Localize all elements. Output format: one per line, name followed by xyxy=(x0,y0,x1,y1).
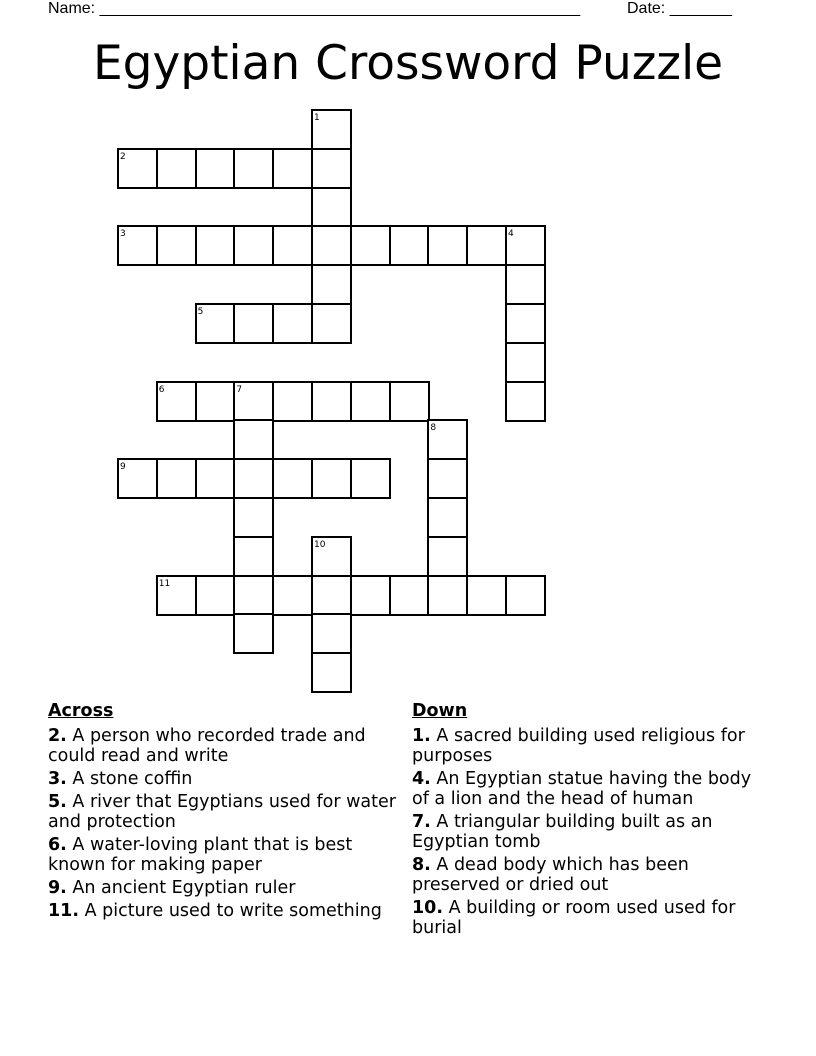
down-clue-list xyxy=(412,726,772,938)
clue-number: 1. xyxy=(412,726,431,746)
grid-clue-number: 10 xyxy=(314,539,326,550)
grid-clue-number: 6 xyxy=(158,384,165,395)
grid-cell[interactable] xyxy=(272,458,313,499)
grid-clue-number: 1 xyxy=(314,113,320,123)
clue-number: 10. xyxy=(412,898,444,918)
grid-cell[interactable] xyxy=(195,458,236,499)
clue-text: A triangular building built as an Egyptian tomb xyxy=(412,812,713,852)
grid-cell[interactable] xyxy=(233,575,274,616)
grid-cell[interactable] xyxy=(272,575,313,616)
down-clue xyxy=(412,898,772,938)
grid-cell[interactable] xyxy=(389,381,430,422)
clue-text: An ancient Egyptian ruler xyxy=(72,878,296,898)
grid-cell[interactable] xyxy=(272,381,313,422)
grid-cell[interactable] xyxy=(350,575,391,616)
grid-cell[interactable] xyxy=(389,575,430,616)
grid-cell[interactable] xyxy=(466,575,507,616)
clue-text: A river that Egyptians used for water and protection xyxy=(48,792,396,832)
grid-cell[interactable] xyxy=(233,303,274,344)
grid-cell[interactable] xyxy=(311,187,352,228)
name-field-line: Name: ______________________________________________________ xyxy=(48,0,581,17)
across-clue xyxy=(48,901,403,921)
grid-cell[interactable] xyxy=(350,458,391,499)
grid-cell[interactable] xyxy=(505,342,546,383)
grid-cell[interactable] xyxy=(427,536,468,577)
grid-cell[interactable] xyxy=(156,225,197,266)
down-clue xyxy=(412,855,772,895)
clue-number: 6. xyxy=(48,835,67,855)
down-clues-section xyxy=(412,701,772,941)
grid-clue-number: 7 xyxy=(236,384,243,395)
grid-clue-number: 9 xyxy=(120,462,126,473)
grid-cell[interactable] xyxy=(311,225,352,266)
grid-cell[interactable] xyxy=(311,652,352,693)
across-clue xyxy=(48,835,403,875)
down-clue xyxy=(412,812,772,852)
grid-clue-number: 5 xyxy=(197,307,204,317)
clue-number: 3. xyxy=(48,769,67,789)
across-clue xyxy=(48,726,403,766)
grid-cell[interactable] xyxy=(350,381,391,422)
clue-number: 5. xyxy=(48,792,67,812)
across-clue-list xyxy=(48,726,403,921)
clue-text: A sacred building used religious for purposes xyxy=(412,726,745,766)
grid-cell[interactable] xyxy=(311,303,352,344)
grid-cell[interactable] xyxy=(233,458,274,499)
grid-cell[interactable] xyxy=(233,148,274,189)
grid-clue-number: 11 xyxy=(158,578,171,589)
grid-cell[interactable] xyxy=(389,225,430,266)
clue-number: 7. xyxy=(412,812,431,832)
down-heading: Down xyxy=(412,701,468,721)
across-clue xyxy=(48,792,403,832)
grid-cell[interactable] xyxy=(427,225,468,266)
clue-text: A stone coffin xyxy=(72,769,193,789)
grid-cell[interactable] xyxy=(233,536,274,577)
grid-clue-number: 8 xyxy=(430,423,437,434)
grid-cell[interactable] xyxy=(233,419,274,460)
grid-clue-number: 2 xyxy=(120,151,126,162)
date-field-line: Date: _______ xyxy=(627,0,732,17)
clue-text: An Egyptian statue having the body of a lion and the head of human xyxy=(412,769,752,809)
grid-cell[interactable] xyxy=(466,225,507,266)
grid-cell[interactable] xyxy=(311,381,352,422)
clue-text: A water-loving plant that is best known for making paper xyxy=(48,835,353,875)
page-title: Egyptian Crossword Puzzle xyxy=(92,36,724,91)
clue-number: 11. xyxy=(48,901,80,921)
grid-clue-number: 4 xyxy=(508,229,514,240)
grid-cell[interactable] xyxy=(195,225,236,266)
grid-cell[interactable] xyxy=(195,575,236,616)
grid-cell[interactable] xyxy=(427,575,468,616)
across-clue xyxy=(48,878,403,898)
clue-text: A person who recorded trade and could read and write xyxy=(48,726,366,766)
grid-cell[interactable] xyxy=(195,148,236,189)
grid-cell[interactable] xyxy=(505,381,546,422)
grid-cell[interactable] xyxy=(233,613,274,654)
grid-cell[interactable] xyxy=(350,225,391,266)
grid-cell[interactable] xyxy=(311,575,352,616)
grid-cell[interactable] xyxy=(156,148,197,189)
grid-cell[interactable] xyxy=(156,458,197,499)
grid-cell[interactable] xyxy=(272,148,313,189)
grid-cell[interactable] xyxy=(272,225,313,266)
grid-cell[interactable] xyxy=(427,458,468,499)
grid-cell[interactable] xyxy=(427,497,468,538)
down-clue xyxy=(412,726,772,766)
grid-clue-number: 3 xyxy=(120,229,126,240)
clue-number: 2. xyxy=(48,726,67,746)
grid-cell[interactable] xyxy=(505,264,546,305)
across-clues-section xyxy=(48,701,403,924)
clue-text: A building or room used used for burial xyxy=(412,898,736,938)
grid-cell[interactable] xyxy=(233,225,274,266)
grid-cell[interactable] xyxy=(233,497,274,538)
grid-cell[interactable] xyxy=(311,458,352,499)
clue-number: 9. xyxy=(48,878,67,898)
across-clue xyxy=(48,769,403,789)
clue-number: 8. xyxy=(412,855,431,875)
clue-text: A dead body which has been preserved or dried out xyxy=(412,855,689,895)
grid-cell[interactable] xyxy=(272,303,313,344)
clue-number: 4. xyxy=(412,769,431,789)
grid-cell[interactable] xyxy=(311,148,352,189)
grid-cell[interactable] xyxy=(311,264,352,305)
grid-cell[interactable] xyxy=(505,575,546,616)
grid-cell[interactable] xyxy=(505,303,546,344)
grid-cell[interactable] xyxy=(195,381,236,422)
grid-cell[interactable] xyxy=(311,613,352,654)
down-clue xyxy=(412,769,772,809)
clue-text: A picture used to write something xyxy=(84,901,382,921)
across-heading: Across xyxy=(48,701,114,721)
